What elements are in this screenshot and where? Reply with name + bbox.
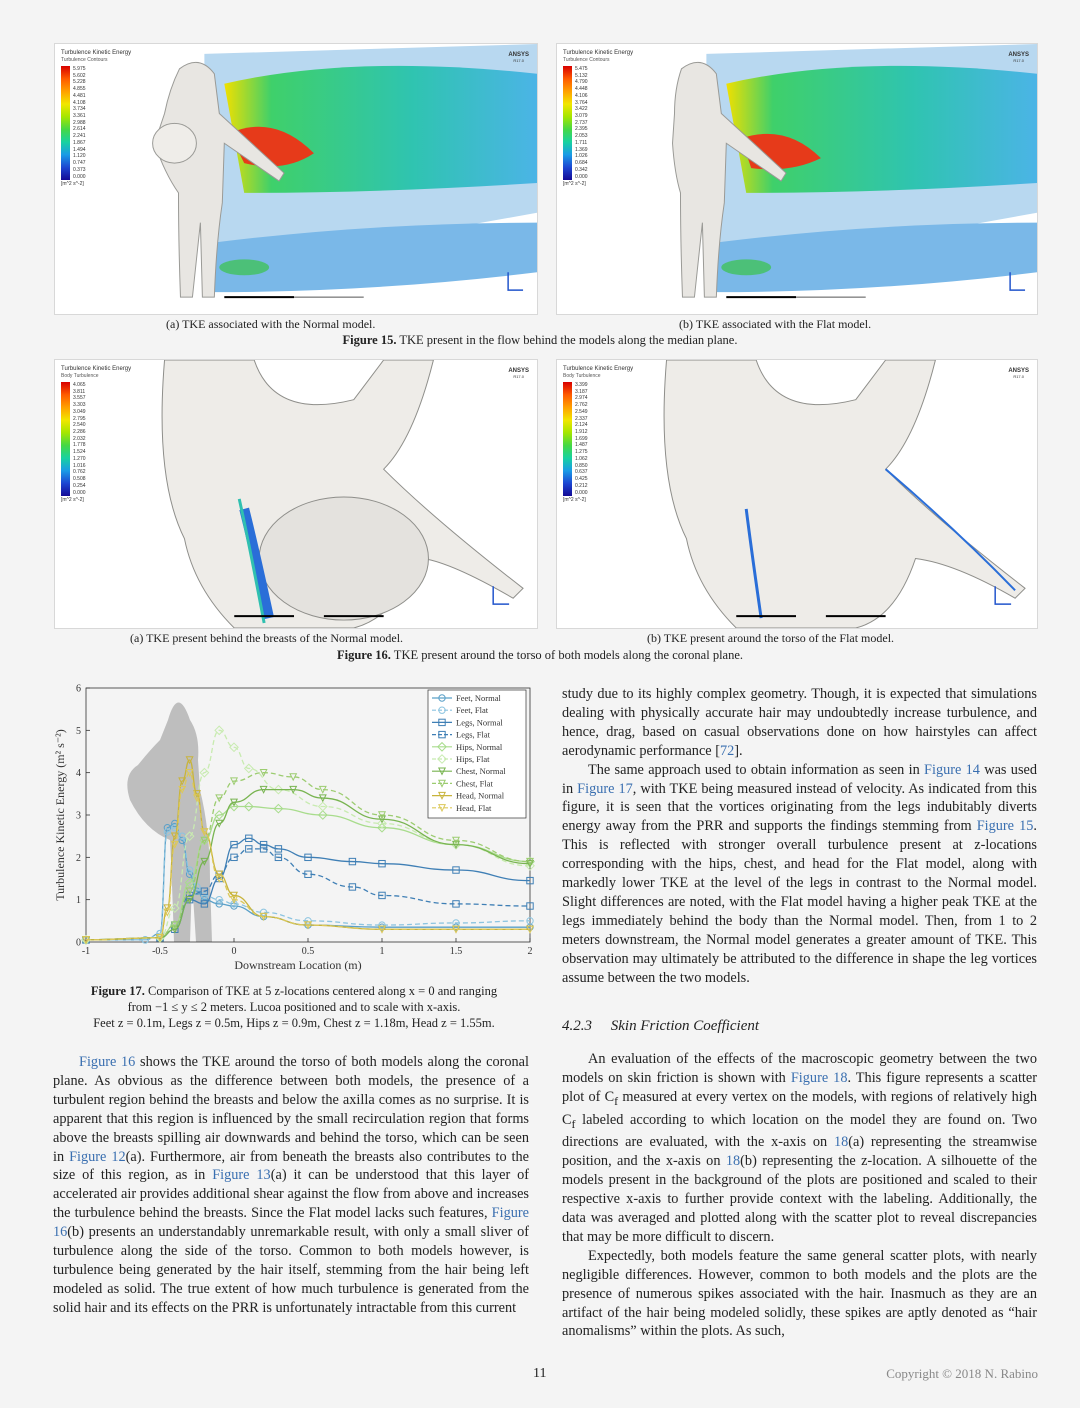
legend-value: 3.399 [575,382,588,388]
legend-value: 0.000 [575,173,588,180]
fig16-caption: Figure 16. TKE present around the torso of both models along the coronal plane. [336,648,744,662]
right-column-text-bottom: An evaluation of the effects of the macroscopic geometry between the two models on skin friction is shown with Figure 18. This figure represents a scatter plot of $C_f$ measured at every vertex on the models, with regions of relatively high $C_f$ labeled according to which location on the model they are found on. Two directions are evaluated, with the x-axis on 18(a) representing the streamwise position, and the x-axis on 18(b) representing the z-location. A silhouette of the models present in the background of the plots are positioned and scaled to their respective x-axis to further provide context with the labeling. Additionally, the data was averaged and plotted along with the scatter plot to reveal discrepancies that may be more difficult to discern. Expectedly, both models feature the same general scatter plots, with nearly negligible differences. However, common to both models and the plots are the presence of numerous spikes associated with the hair. Inasmuch as they are an artifact of the hair being modeled solidly, these spikes are aptly denoted as “hair anomalisms” within the plots. As such, [562,1051,1037,1340]
legend-unit: [m^2 s^-2] [563,497,586,504]
legend-value: 2.241 [73,133,86,140]
fig16-panel-a [54,359,538,629]
colorbar [61,382,70,496]
colorbar [563,382,572,496]
legend-values [575,66,588,180]
legend-label: Feet, Normal [456,693,501,703]
legend-label: Legs, Flat [456,729,490,740]
colorbar [563,66,572,180]
legend-value: 2.549 [575,408,588,415]
x-axis-label: Downstream Location (m) [234,958,362,972]
legend-title: Turbulence Kinetic Energy [563,366,634,372]
legend-value: 0.637 [575,469,588,476]
legend-unit: [m^2 s^-2] [61,181,84,188]
y-tick-label: 4 [76,768,81,780]
legend-value: 2.974 [575,395,588,402]
figure-link[interactable]: Figure 18 [790,1069,848,1086]
legend-value: 1.270 [73,455,86,462]
y-tick-label: 0 [76,937,81,949]
legend-values [73,66,86,180]
tke-line-chart [50,680,542,980]
ansys-logo: ANSYS R17.0 [508,368,529,379]
legend-title: Turbulence Kinetic Energy [563,50,634,56]
legend-values [73,382,86,496]
figure-link[interactable]: Figure 16 [79,1054,136,1070]
legend-value: 3.557 [73,395,86,402]
fig15-caption-b: (b) TKE associated with the Flat model. [679,317,872,331]
legend-value: 2.795 [73,415,86,422]
section-heading: 4.2.3 Skin Friction Coefficient [562,1018,760,1034]
figure-link[interactable]: 18 [725,1153,741,1170]
x-tick-label: 1 [379,946,385,957]
legend-value: 1.711 [575,139,588,146]
figure-link[interactable]: Figure 16 [53,1205,529,1241]
legend-value: 1.494 [73,146,86,153]
copyright-notice: Copyright © 2018 N. Rabino [886,1366,1038,1381]
legend-value: 2.614 [73,126,86,133]
legend-value: 3.764 [575,99,588,106]
y-tick-label: 1 [76,895,81,907]
legend-title: Turbulence Kinetic Energy [61,366,132,372]
legend-label: Chest, Normal [456,766,506,777]
figure-link[interactable]: Figure 14 [924,761,980,778]
color-legend [61,50,131,187]
legend-value: 2.053 [575,133,588,140]
legend-value: 2.737 [575,119,588,126]
legend-value: 5.475 [575,66,588,72]
fig17-caption: Figure 17. Comparison of TKE at 5 z-locations centered along x = 0 and ranging from −1 ≤ y ≤ 2 meters. Lucoa positioned and to scale with x-axis. Feet z = 0.1m, Legs z = 0.5m, Hips z = 0.9m, Chest z = 1.18m, Head z = 1.55m. [90,984,498,1030]
fig15-caption-a: (a) TKE associated with the Normal model. [166,317,376,331]
legend-value: 1.487 [575,442,588,449]
legend-value: 3.734 [73,106,86,113]
citation-link[interactable]: 72 [719,742,735,759]
legend-unit: [m^2 s^-2] [563,181,586,188]
legend-value: 1.778 [73,442,86,449]
legend-label: Head, Flat [456,802,492,813]
legend-value: 1.062 [575,455,588,462]
legend-value: 0.425 [575,476,588,483]
y-tick-label: 2 [76,852,81,864]
legend-value: 2.762 [575,402,588,409]
legend-value: 1.026 [575,153,588,160]
legend-unit: [m^2 s^-2] [61,497,84,504]
figure-link[interactable]: Figure 13 [212,1167,271,1184]
legend-value: 3.811 [73,388,86,395]
legend-value: 4.790 [575,79,588,86]
legend-value: 1.524 [73,449,86,456]
legend-value: 2.286 [73,429,86,436]
legend-value: 4.065 [73,382,86,388]
legend-value: 3.079 [575,113,588,120]
left-column-text: Figure 16 shows the TKE around the torso of both models along the coronal plane. As obvious as the difference between both models, the presence of a turbulent region behind the breasts and below the axilla comes as no surprise. It is apparent that this region is influenced by the small recirculation region that forms above the breasts spilling air downwards and behind the torso, which can be seen in Figure 12(a). Furthermore, air from beneath the breasts also contributes to the size of this region, as in Figure 13(a) it can be understood that this layer of accelerated air provides additional shear against the flow from above and increases the turbulence behind the breasts. Since the Flat model lacks such features, Figure 16(b) presents an understandably unremarkable result, with only a small sliver of turbulence along the side of the torso. Common to both models however, is turbulence being generated by the hair itself, stemming from the hair being left modeled as solid. The true extent of how much turbulence is generated from the solid hair and its effects on the PRR is unfortunately intractable from this current [53,1054,530,1316]
legend-value: 0.000 [73,173,86,180]
color-legend [61,366,131,503]
legend-value: 2.337 [575,415,588,422]
legend-value: 5.132 [575,72,588,79]
ansys-logo: ANSYS R17.0 [1008,368,1029,379]
legend-value: 0.342 [575,166,588,173]
legend-value: 1.912 [575,429,588,436]
color-legend [563,50,633,187]
legend-value: 3.303 [73,402,86,409]
x-tick-label: -0.5 [152,946,168,957]
legend-value: 1.699 [575,435,588,442]
legend-value: 2.540 [73,422,86,429]
legend-label: Chest, Flat [456,778,493,789]
legend-value: 0.762 [73,469,86,476]
fig16-caption-a: (a) TKE present behind the breasts of the Normal model. [130,631,404,645]
legend-value: 5.228 [73,79,86,86]
figure-link[interactable]: Figure 17 [577,780,633,797]
legend-value: 0.000 [73,489,86,496]
legend-value: 1.120 [73,153,86,160]
legend-value: 2.395 [575,126,588,133]
legend-value: 0.373 [73,166,86,173]
fig15-panel-a [54,43,538,315]
legend-label: Feet, Flat [456,705,489,716]
ansys-logo: ANSYS R17.0 [1008,52,1029,63]
x-tick-label: -1 [81,946,91,957]
y-axis-label: Turbulence Kinetic Energy (m² s⁻²) [53,729,67,901]
fig16-panel-b [556,359,1038,629]
legend-value: 3.187 [575,388,588,395]
legend-value: 1.275 [575,449,588,456]
series-line [86,849,530,940]
legend-value: 0.684 [575,160,588,167]
legend-value: 1.369 [575,146,588,153]
fig16-caption-b: (b) TKE present around the torso of the Flat model. [647,631,895,645]
legend-value: 1.867 [73,139,86,146]
page-number: 11 [533,1366,547,1381]
legend-subtitle: Body Turbulence [563,373,601,379]
legend-label: Hips, Normal [456,741,503,752]
legend-value: 1.016 [73,462,86,469]
y-tick-label: 5 [76,725,81,737]
legend-value: 4.448 [575,86,588,93]
legend-value: 3.049 [73,408,86,415]
legend-value: 0.850 [575,462,588,469]
x-tick-label: 1.5 [449,946,463,957]
ansys-logo: ANSYS R17.0 [508,52,529,63]
legend-label: Hips, Flat [456,754,490,764]
colorbar [61,66,70,180]
legend-value: 4.481 [73,92,86,99]
legend-value: 2.032 [73,435,86,442]
legend-value: 2.988 [73,119,86,126]
legend-value: 5.602 [73,72,86,79]
legend-value: 3.422 [575,106,588,113]
legend-value: 3.361 [73,113,86,120]
legend-value: 2.124 [575,422,588,429]
y-tick-label: 3 [76,810,81,822]
legend-value: 4.106 [575,92,588,99]
figure-link[interactable]: Figure 12 [69,1148,126,1165]
figure-link[interactable]: Figure 15 [976,818,1034,835]
right-column-text-top: study due to its highly complex geometry. Though, it is expected that simulations dealing with physically accurate hair may undoubtedly increase turbulence, and hence, drag, based on casual observations done on how hairstyles can affect aerodynamic performance [72]. The same approach used to obtain information as seen in Figure 14 was used in Figure 17, with TKE being measured instead of velocity. As indicated from this figure, it is seen that the vortices originating from the legs indubitably diverts energy away from the PRR and supports the findings stemming from Figure 15. This is reflected with stronger overall turbulence present at z-locations corresponding with the hips, chest, and head for the Flat model, along with markedly lower TKE at the level of the legs in contrast to the Normal model. Slight differences are noted, with the Flat model having a higher peak TKE at the legs immediately behind the body than the Normal model. Then, from 1 to 2 meters downstream, the Normal model generates a greater amount of TKE. This observation may ultimately be attributed to the difference in shape the leg vortices assume between the two models. [562,686,1038,986]
figure-link[interactable]: 18 [833,1134,849,1151]
legend-subtitle: Turbulence Contours [61,57,108,63]
x-tick-label: 0.5 [301,946,315,957]
legend-value: 4.108 [73,99,86,106]
legend-value: 0.212 [575,482,588,489]
legend-value: 0.747 [73,160,86,167]
legend-value: 0.000 [575,489,588,496]
legend-value: 5.975 [73,66,86,72]
fig15-caption: Figure 15. TKE present in the flow behind the models along the median plane. [342,333,738,347]
legend-value: 0.508 [73,476,86,483]
y-tick-label: 6 [76,683,81,695]
legend-subtitle: Turbulence Contours [563,57,610,63]
color-legend [563,366,633,503]
x-tick-label: 2 [527,946,533,957]
legend-values [575,382,588,496]
x-tick-label: 0 [231,946,237,957]
legend-value: 0.254 [73,482,86,489]
legend-subtitle: Body Turbulence [61,373,99,379]
legend-label: Legs, Normal [456,717,503,728]
legend-title: Turbulence Kinetic Energy [61,50,132,56]
legend-value: 4.855 [73,86,86,93]
fig15-panel-b [556,43,1038,315]
legend-label: Head, Normal [456,790,505,801]
